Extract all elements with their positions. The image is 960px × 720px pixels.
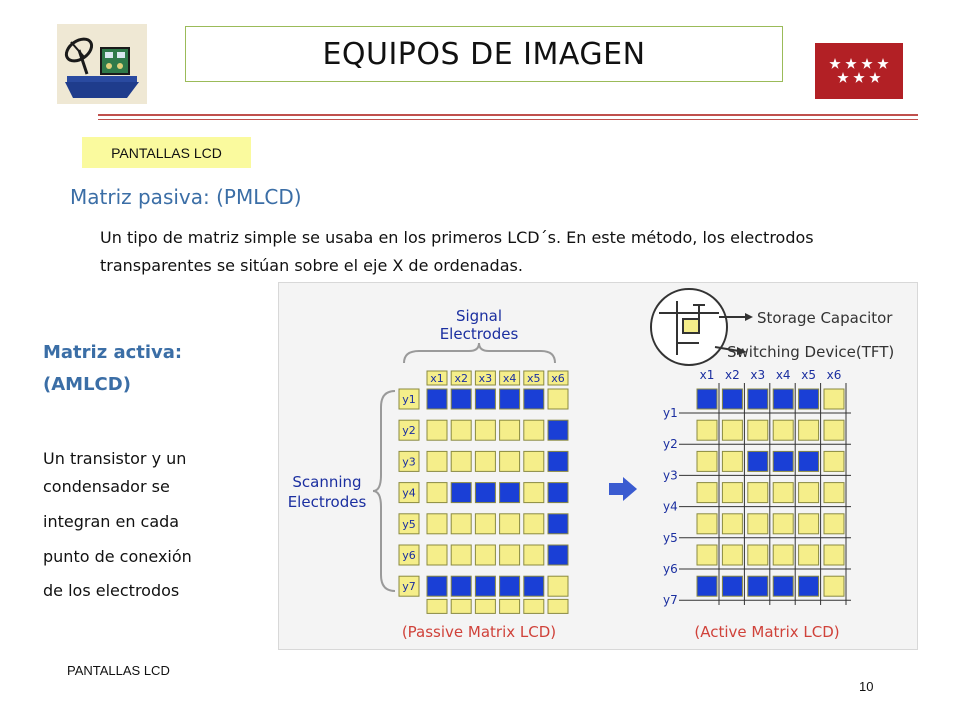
active-pixel-on bbox=[697, 389, 717, 409]
passive-column-label: x1 bbox=[430, 372, 444, 385]
passive-matrix-caption: (Passive Matrix LCD) bbox=[401, 623, 557, 641]
active-row-label: y7 bbox=[663, 593, 678, 608]
passive-pixel-off bbox=[500, 545, 520, 565]
lcd-matrix-diagram-svg bbox=[279, 283, 917, 649]
passive-pixel-off bbox=[427, 483, 447, 503]
active-pixel-off bbox=[722, 545, 742, 565]
passive-pixel-off bbox=[524, 514, 544, 534]
active-pixel-off bbox=[824, 389, 844, 409]
active-pixel-off bbox=[722, 483, 742, 503]
passive-column-label: x3 bbox=[478, 372, 493, 385]
active-pixel-on bbox=[773, 576, 793, 596]
active-row-label: y6 bbox=[663, 562, 678, 576]
page-number: 10 bbox=[859, 679, 874, 694]
passive-pixel-off bbox=[500, 514, 520, 534]
passive-pixel-on bbox=[524, 576, 544, 596]
active-pixel-off bbox=[697, 483, 717, 503]
passive-pixel-on bbox=[548, 545, 568, 565]
storage-capacitor-label: Storage Capacitor bbox=[757, 309, 893, 327]
passive-pixel-on bbox=[451, 576, 471, 596]
header-rule-thin bbox=[98, 119, 918, 120]
active-pixel-off bbox=[697, 420, 717, 440]
active-pixel-on bbox=[799, 576, 819, 596]
footer-label: PANTALLAS LCD bbox=[67, 663, 170, 678]
passive-pixel-off bbox=[500, 451, 520, 471]
active-pixel-on bbox=[748, 576, 768, 596]
passive-column-label: x2 bbox=[454, 372, 468, 385]
active-pixel-on bbox=[773, 451, 793, 471]
passive-pixel-off bbox=[475, 514, 495, 534]
switching-device-label: Switching Device(TFT) bbox=[727, 343, 895, 361]
active-pixel-off bbox=[824, 420, 844, 440]
passive-column-strip bbox=[548, 599, 568, 613]
passive-pixel-off bbox=[451, 514, 471, 534]
satellite-dish-logo-icon bbox=[57, 24, 147, 104]
passive-row-label: y3 bbox=[402, 455, 416, 469]
passive-pixel-off bbox=[524, 483, 544, 503]
active-pixel-off bbox=[722, 514, 742, 534]
passive-column-strip bbox=[451, 599, 471, 613]
active-column-label: x6 bbox=[826, 368, 842, 382]
passive-pixel-on bbox=[475, 483, 495, 503]
right-arrow-icon bbox=[609, 477, 637, 501]
passive-pixel-on bbox=[548, 420, 568, 440]
active-row-label: y3 bbox=[663, 468, 678, 483]
passive-row-label: y4 bbox=[402, 486, 416, 500]
passive-matrix-heading: Matriz pasiva: (PMLCD) bbox=[70, 185, 302, 209]
active-pixel-off bbox=[824, 451, 844, 471]
active-pixel-on bbox=[799, 451, 819, 471]
active-pixel-on bbox=[697, 576, 717, 596]
active-pixel-on bbox=[799, 389, 819, 409]
passive-column-strip bbox=[427, 599, 447, 613]
active-pixel-on bbox=[722, 576, 742, 596]
passive-pixel-on bbox=[451, 483, 471, 503]
active-matrix-caption: (Active Matrix LCD) bbox=[694, 623, 840, 641]
active-pixel-off bbox=[799, 420, 819, 440]
passive-pixel-off bbox=[451, 545, 471, 565]
active-row-label: y2 bbox=[663, 437, 678, 452]
active-pixel-off bbox=[748, 420, 768, 440]
active-matrix-text-line: punto de conexión bbox=[43, 547, 192, 566]
passive-pixel-on bbox=[427, 389, 447, 409]
active-pixel-on bbox=[722, 389, 742, 409]
signal-label: Electrodes bbox=[439, 325, 519, 343]
passive-pixel-off bbox=[451, 420, 471, 440]
passive-pixel-off bbox=[451, 451, 471, 471]
passive-pixel-off bbox=[548, 576, 568, 596]
scanning-label: Electrodes bbox=[287, 493, 367, 511]
passive-column-label: x5 bbox=[527, 372, 541, 385]
active-matrix-text-line: integran en cada bbox=[43, 512, 180, 531]
passive-pixel-on bbox=[500, 389, 520, 409]
signal-bracket bbox=[404, 343, 555, 363]
title-box bbox=[185, 26, 783, 82]
active-pixel-off bbox=[773, 483, 793, 503]
passive-pixel-off bbox=[500, 420, 520, 440]
passive-pixel-on bbox=[475, 576, 495, 596]
active-pixel-off bbox=[773, 545, 793, 565]
passive-pixel-on bbox=[500, 483, 520, 503]
active-matrix-heading-line-1: Matriz activa: bbox=[43, 342, 183, 363]
passive-pixel-off bbox=[524, 545, 544, 565]
active-pixel-off bbox=[697, 514, 717, 534]
active-column-label: x3 bbox=[750, 368, 766, 382]
passive-pixel-off bbox=[524, 451, 544, 471]
section-tag bbox=[82, 137, 251, 168]
active-column-label: x4 bbox=[775, 368, 791, 382]
active-matrix-grid bbox=[663, 368, 851, 607]
active-column-label: x1 bbox=[699, 368, 715, 382]
passive-pixel-on bbox=[548, 483, 568, 503]
active-pixel-off bbox=[697, 545, 717, 565]
active-pixel-on bbox=[748, 389, 768, 409]
passive-pixel-on bbox=[548, 451, 568, 471]
passive-pixel-off bbox=[524, 420, 544, 440]
active-row-label: y5 bbox=[663, 530, 678, 545]
passive-column-label: x6 bbox=[551, 372, 565, 385]
lcd-matrix-diagram bbox=[278, 282, 918, 650]
active-pixel-off bbox=[697, 451, 717, 471]
signal-label: Signal bbox=[455, 307, 503, 325]
passive-column-strip bbox=[524, 599, 544, 613]
passive-column-label: x4 bbox=[502, 372, 517, 385]
active-matrix-text-line: condensador se bbox=[43, 477, 170, 496]
passive-pixel-off bbox=[427, 545, 447, 565]
passive-pixel-on bbox=[451, 389, 471, 409]
passive-pixel-off bbox=[427, 420, 447, 440]
active-pixel-off bbox=[722, 451, 742, 471]
header-rule bbox=[98, 114, 918, 116]
active-row-label: y4 bbox=[663, 499, 678, 514]
passive-column-strip bbox=[500, 599, 520, 613]
passive-row-label: y6 bbox=[402, 549, 416, 562]
page-title: EQUIPOS DE IMAGEN bbox=[322, 36, 646, 72]
passive-pixel-off bbox=[475, 451, 495, 471]
section-tag-label: PANTALLAS LCD bbox=[111, 144, 222, 161]
active-pixel-off bbox=[799, 483, 819, 503]
active-pixel-off bbox=[722, 420, 742, 440]
passive-pixel-off bbox=[475, 420, 495, 440]
active-pixel-on bbox=[773, 389, 793, 409]
active-pixel-off bbox=[748, 483, 768, 503]
passive-row-label: y1 bbox=[402, 393, 416, 406]
passive-pixel-on bbox=[427, 576, 447, 596]
active-matrix-text-line: Un transistor y un bbox=[43, 449, 187, 468]
active-pixel-off bbox=[799, 514, 819, 534]
passive-pixel-off bbox=[427, 451, 447, 471]
active-pixel-off bbox=[773, 514, 793, 534]
active-column-label: x2 bbox=[725, 368, 740, 382]
active-pixel-off bbox=[748, 514, 768, 534]
passive-matrix-grid bbox=[399, 371, 568, 613]
passive-row-label: y2 bbox=[402, 424, 416, 438]
active-column-label: x5 bbox=[801, 368, 816, 382]
passive-row-label: y5 bbox=[402, 517, 416, 531]
active-matrix-heading bbox=[43, 337, 182, 401]
active-pixel-on bbox=[748, 451, 768, 471]
active-pixel-off bbox=[824, 576, 844, 596]
active-row-label: y1 bbox=[663, 406, 678, 420]
active-pixel-off bbox=[748, 545, 768, 565]
passive-pixel-on bbox=[524, 389, 544, 409]
passive-pixel-off bbox=[427, 514, 447, 534]
passive-column-strip bbox=[475, 599, 495, 613]
active-pixel-off bbox=[824, 514, 844, 534]
active-pixel-off bbox=[824, 483, 844, 503]
passive-pixel-on bbox=[500, 576, 520, 596]
passive-row-label: y7 bbox=[402, 580, 416, 594]
active-pixel-off bbox=[773, 420, 793, 440]
active-pixel-off bbox=[824, 545, 844, 565]
passive-pixel-off bbox=[548, 389, 568, 409]
passive-pixel-on bbox=[475, 389, 495, 409]
active-matrix-text-line: de los electrodos bbox=[43, 581, 180, 600]
scanning-label: Scanning bbox=[292, 473, 362, 491]
passive-pixel-off bbox=[475, 545, 495, 565]
passive-matrix-description: Un tipo de matriz simple se usaba en los primeros LCD´s. En este método, los electrodos transparentes se sitúan sobre el eje X de ordenadas. bbox=[100, 228, 814, 275]
active-matrix-heading-line-2: (AMLCD) bbox=[43, 374, 131, 395]
madrid-stars-flag-icon bbox=[815, 43, 903, 99]
scanning-bracket bbox=[373, 391, 395, 591]
active-pixel-off bbox=[799, 545, 819, 565]
passive-pixel-on bbox=[548, 514, 568, 534]
